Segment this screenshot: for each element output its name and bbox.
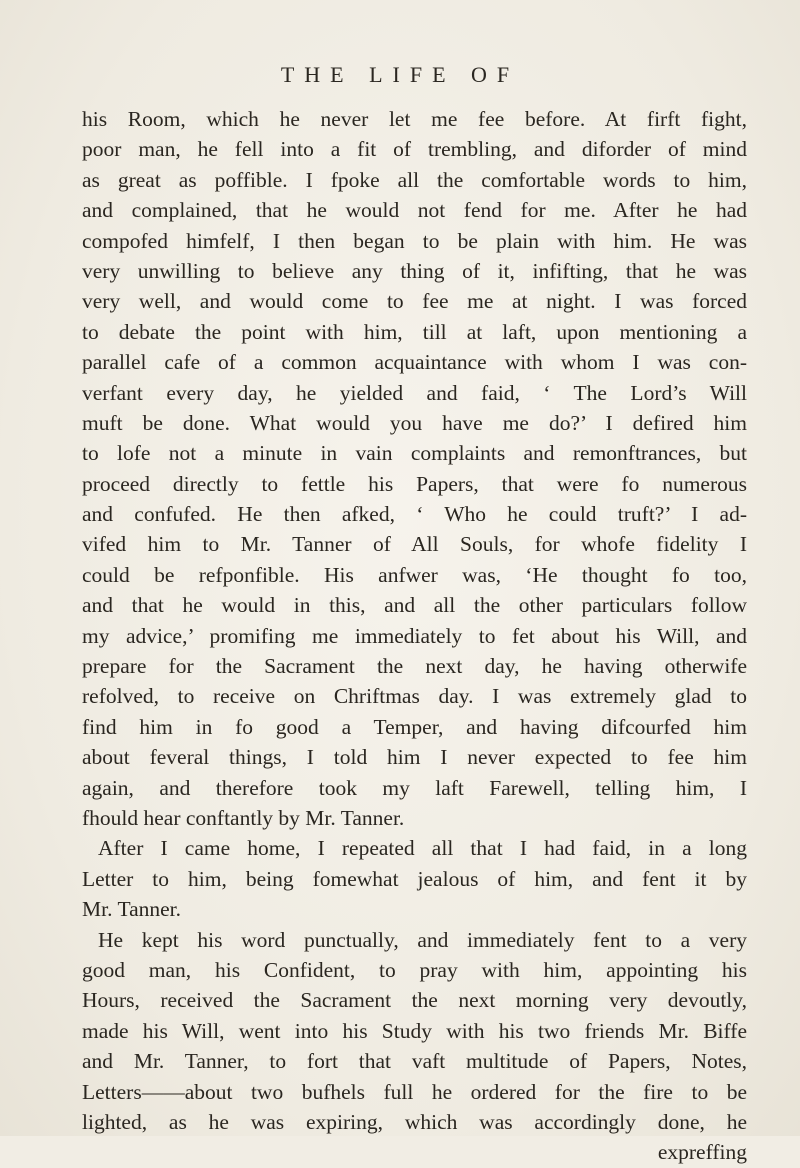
- text-line: vifed him to Mr. Tanner of All Souls, for whofe fidelity I: [82, 532, 747, 557]
- text-line: find him in fo good a Temper, and having difcourfed him: [82, 714, 747, 739]
- running-head: THE LIFE OF: [280, 62, 520, 87]
- text-line: compofed himfelf, I then began to be plain with him. He was: [82, 228, 747, 253]
- text-line: could be refponfible. His anfwer was, ‘He thought fo too,: [82, 562, 747, 587]
- text-line: He kept his word punctually, and immediately fent to a very: [98, 927, 747, 952]
- text-line: again, and therefore took my laft Farewell, telling him, I: [82, 775, 747, 800]
- text-line: Letters——about two bufhels full he ordered for the fire to be: [82, 1079, 747, 1104]
- text-line: good man, his Confident, to pray with him, appointing his: [82, 957, 747, 982]
- text-line: and that he would in this, and all the other particulars follow: [82, 593, 747, 618]
- text-line: about feveral things, I told him I never expected to fee him: [82, 745, 747, 770]
- body-text: [82, 104, 747, 1168]
- text-line: as great as poffible. I fpoke all the comfortable words to him,: [82, 167, 747, 192]
- text-line: very well, and would come to fee me at night. I was forced: [82, 289, 747, 314]
- text-line: his Room, which he never let me fee before. At firft fight,: [82, 107, 747, 131]
- text-line: poor man, he fell into a fit of trembling, and diforder of mind: [82, 137, 747, 162]
- text-line: verfant every day, he yielded and faid, ‘ The Lord’s Will: [82, 380, 747, 405]
- text-line: Mr. Tanner.: [82, 897, 182, 922]
- text-line: made his Will, went into his Study with his two friends Mr. Biffe: [82, 1018, 747, 1043]
- text-line: and Mr. Tanner, to fort that vaft multitude of Papers, Notes,: [82, 1049, 747, 1074]
- text-line: my advice,’ promifing me immediately to fet about his Will, and: [82, 623, 747, 648]
- text-line: and confufed. He then afked, ‘ Who he could truft?’ I ad-: [82, 502, 747, 527]
- text-line: expreffing: [657, 1140, 747, 1165]
- text-line: refolved, to receive on Chriftmas day. I was extremely glad to: [82, 684, 747, 709]
- text-line: Letter to him, being fomewhat jealous of him, and fent it by: [82, 866, 747, 891]
- text-line: parallel cafe of a common acquaintance with whom I was con-: [82, 350, 747, 375]
- text-line: After I came home, I repeated all that I had faid, in a long: [98, 836, 747, 861]
- text-line: prepare for the Sacrament the next day, he having otherwife: [82, 654, 747, 679]
- text-line: to lofe not a minute in vain complaints and remonftrances, but: [82, 441, 747, 466]
- text-line: lighted, as he was expiring, which was accordingly done, he: [82, 1109, 747, 1134]
- text-line: to debate the point with him, till at laft, upon mentioning a: [82, 319, 747, 344]
- text-line: proceed directly to fettle his Papers, that were fo numerous: [82, 471, 747, 496]
- text-line: Hours, received the Sacrament the next morning very devoutly,: [82, 988, 747, 1013]
- text-line: very unwilling to believe any thing of it, infifting, that he was: [82, 258, 747, 283]
- text-line: fhould hear conftantly by Mr. Tanner.: [82, 805, 405, 830]
- text-line: muft be done. What would you have me do?’ I defired him: [82, 410, 747, 435]
- text-line: and complained, that he would not fend for me. After he had: [82, 198, 747, 223]
